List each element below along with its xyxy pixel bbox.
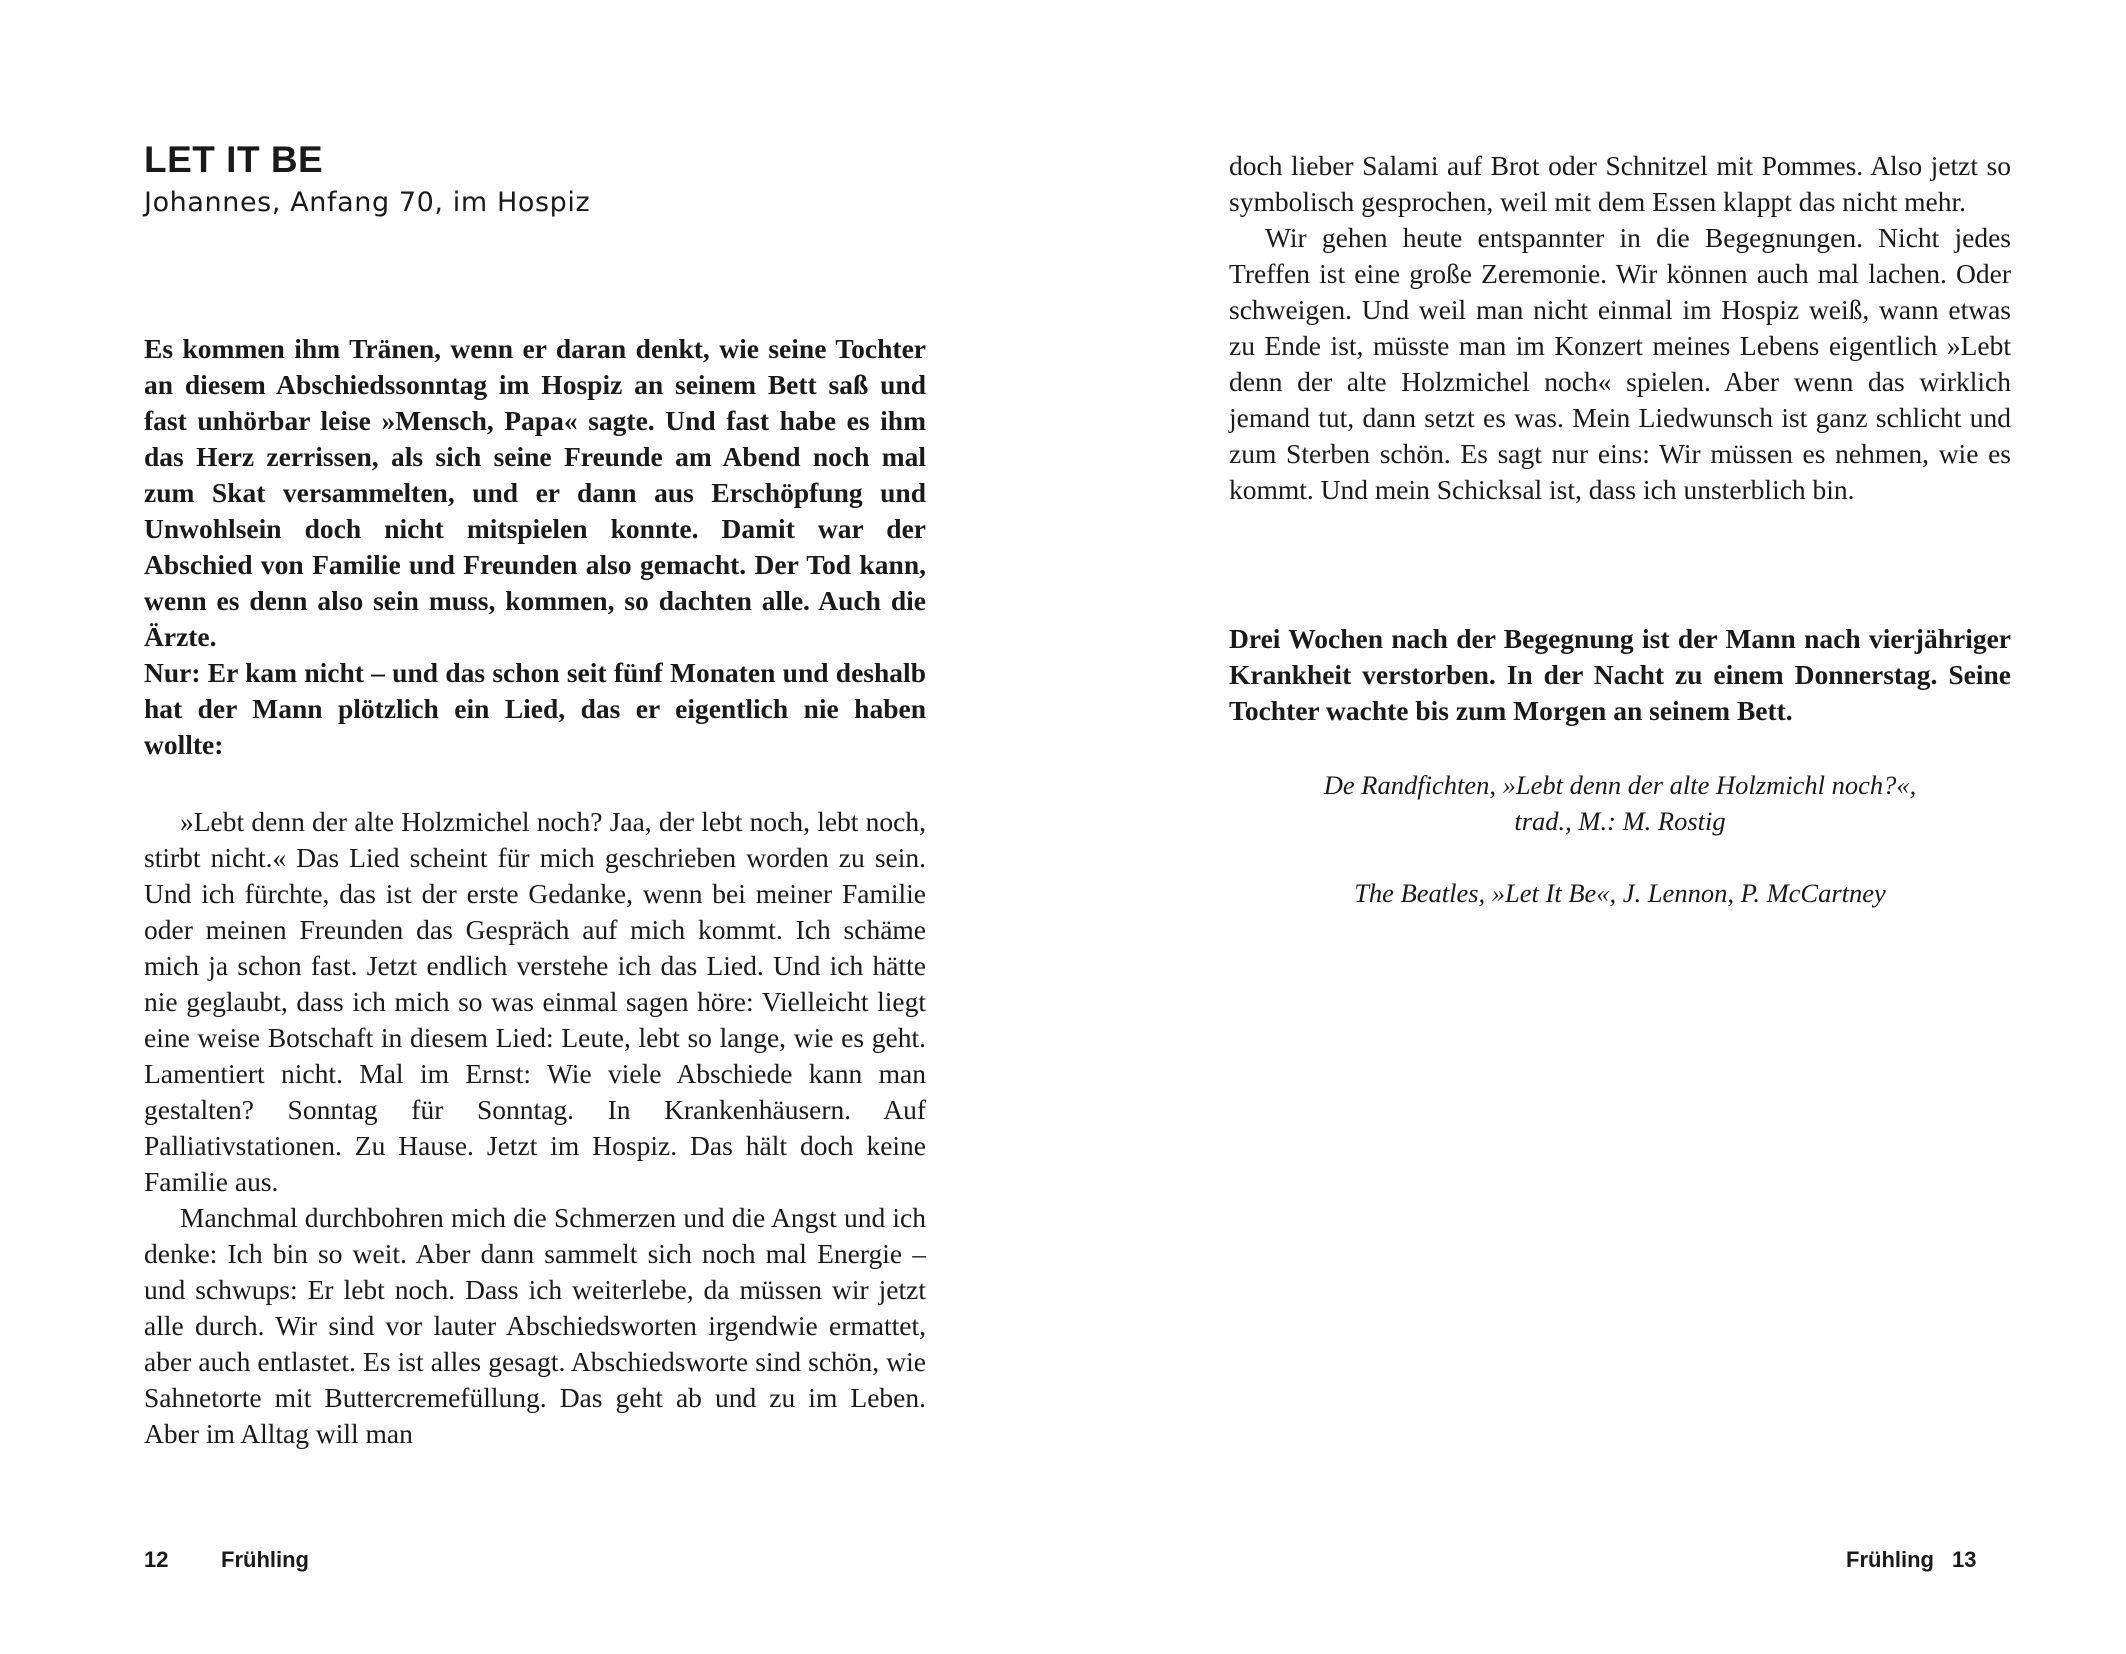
- credit-line: De Randfichten, »Lebt denn der alte Holzmichl noch?«,: [1323, 770, 1917, 800]
- section-name-right: Frühling: [1846, 1547, 1934, 1572]
- song-credit-randfichten: [1229, 767, 2011, 839]
- quote-paragraph: »Lebt denn der alte Holzmichel noch? Jaa, der lebt noch, lebt noch, stirbt nicht.« Das Lied scheint für mich geschrieben worden zu sein. Und ich fürchte, das ist der erste Gedanke, wenn bei meiner Familie oder meinen Freunden das Gespräch auf mich kommt. Ich schäme mich ja schon fast. Jetzt endlich verstehe ich das Lied. Und ich hätte nie geglaubt, dass ich mich so was einmal sagen höre: Vielleicht liegt eine weise Botschaft in diesem Lied: Leute, lebt so lange, wie es geht. Lamentiert nicht. Mal im Ernst: Wie viele Abschiede kann man gestalten? Sonntag für Sonntag. In Krankenhäusern. Auf Palliativstationen. Zu Hause. Jetzt im Hospiz. Das hält doch keine Familie aus.: [144, 806, 926, 1197]
- section-name-left: Frühling: [221, 1547, 309, 1572]
- quote-text: [144, 804, 926, 1452]
- chapter-title: LET IT BE: [144, 139, 324, 180]
- page-number-left: 12: [144, 1547, 169, 1572]
- chapter-subtitle: Johannes, Anfang 70, im Hospiz: [144, 187, 591, 218]
- credit-line: The Beatles, »Let It Be«, J. Lennon, P. McCartney: [1354, 878, 1886, 908]
- credit-line: trad., M.: M. Rostig: [1514, 806, 1726, 836]
- intro-paragraph: Nur: Er kam nicht – und das schon seit fünf Monaten und deshalb hat der Mann plötzlich ein Lied, das er eigentlich nie haben wollte:: [144, 657, 926, 760]
- quote-paragraph: Manchmal durchbohren mich die Schmerzen und die Angst und ich denke: Ich bin so weit. Aber dann sammelt sich noch mal Energie – und schwups: Er lebt noch. Dass ich weiterlebe, da müssen wir jetzt alle durch. Wir sind vor lauter Abschiedsworten irgendwie ermattet, aber auch entlastet. Es ist alles gesagt. Abschiedsworte sind schön, wie Sahnetorte mit Buttercremefüllung. Das geht ab und zu im Leben. Aber im Alltag will man: [144, 1202, 926, 1449]
- closing-paragraph: Drei Wochen nach der Begegnung ist der Mann nach vierjähriger Krankheit verstorben. In der Nacht zu einem Donnerstag. Seine Tochter wachte bis zum Morgen an seinem Bett.: [1229, 623, 2011, 726]
- continued-text: [1229, 148, 2011, 508]
- intro-paragraph: Es kommen ihm Tränen, wenn er daran denkt, wie seine Tochter an diesem Abschiedssonntag im Hospiz an seinem Bett saß und fast unhörbar leise »Mensch, Papa« sagte. Und fast habe es ihm das Herz zerrissen, als sich seine Freunde am Abend noch mal zum Skat versammelten, und er dann aus Erschöpfung und Unwohlsein doch nicht mitspielen konnte. Damit war der Abschied von Familie und Freunden also gemacht. Der Tod kann, wenn es denn also sein muss, kommen, so dachten alle. Auch die Ärzte.: [144, 333, 926, 652]
- continued-paragraph: doch lieber Salami auf Brot oder Schnitzel mit Pommes. Also jetzt so symbolisch gesprochen, weil mit dem Essen klappt das nicht mehr.: [1229, 150, 2011, 217]
- body-paragraph: Wir gehen heute entspannter in die Begegnungen. Nicht jedes Treffen ist eine große Zeremonie. Wir können auch mal lachen. Oder schweigen. Und weil man nicht einmal im Hospiz weiß, wann etwas zu Ende ist, müsste man im Konzert meines Lebens eigentlich »Lebt denn der alte Holzmichel noch« spielen. Aber wenn das wirklich jemand tut, dann setzt es was. Mein Liedwunsch ist ganz schlicht und zum Sterben schön. Es sagt nur eins: Wir müssen es nehmen, wie es kommt. Und mein Schicksal ist, dass ich unsterblich bin.: [1229, 222, 2011, 505]
- song-credit-beatles: [1229, 875, 2011, 911]
- intro-bold-text: [144, 331, 926, 763]
- right-page: [1063, 0, 2126, 1654]
- closing-bold-text: [1229, 621, 2011, 729]
- page-number-right: 13: [1952, 1547, 1977, 1572]
